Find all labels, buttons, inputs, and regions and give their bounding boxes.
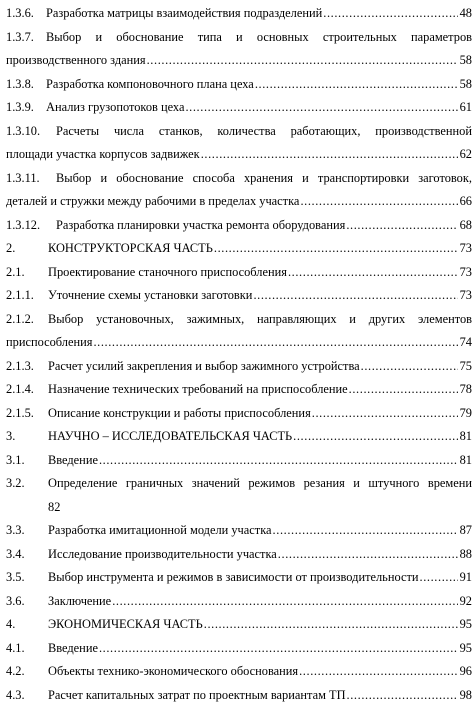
toc-page-number: 61 — [458, 96, 472, 120]
toc-entry-number: 3. — [6, 425, 15, 449]
toc-leader-dots — [93, 331, 457, 355]
toc-page-number: 88 — [458, 543, 472, 567]
toc-line — [6, 613, 472, 637]
toc-entry-number: 4.1. — [6, 637, 25, 661]
toc-entry-title: Определение граничных значений режимов резания и штучного времени — [48, 476, 472, 490]
toc-page-number: 58 — [458, 49, 472, 73]
toc-entry[interactable] — [6, 73, 472, 97]
toc-entry-title: Расчет капитальных затрат по проектным вариантам ТП — [48, 684, 347, 708]
toc-entry-number: 1.3.11. — [6, 167, 40, 191]
toc-leader-dots — [323, 2, 457, 26]
toc-entry-number: 1.3.10. — [6, 120, 40, 144]
toc-entry[interactable] — [6, 96, 472, 120]
toc-entry-number: 2.1.3. — [6, 355, 34, 379]
toc-entry-title: Расчеты числа станков, количества работающих, производственной — [56, 123, 472, 138]
toc-line — [6, 214, 472, 238]
toc-entry-number: 2.1.4. — [6, 378, 34, 402]
toc-entry[interactable] — [6, 449, 472, 473]
toc-entry[interactable] — [6, 472, 472, 519]
toc-line — [6, 449, 472, 473]
toc-line — [6, 308, 472, 332]
toc-entry[interactable] — [6, 355, 472, 379]
toc-leader-dots — [99, 637, 458, 661]
toc-line — [6, 402, 472, 426]
toc-line — [6, 472, 472, 496]
toc-entry-number: 2.1. — [6, 261, 25, 285]
toc-line — [6, 26, 472, 50]
toc-line — [6, 684, 472, 708]
toc-entry-title: Разработка планировки участка ремонта оборудования — [56, 214, 346, 238]
toc-line — [6, 425, 472, 449]
toc-entry-title: Выбор установочных, зажимных, направляющих и других элементов — [48, 311, 472, 326]
toc-line — [6, 566, 472, 590]
toc-entry-title: площади участка корпусов задвижек — [6, 143, 201, 167]
toc-page-number: 75 — [458, 355, 472, 379]
toc-leader-dots — [299, 660, 458, 684]
toc-leader-dots — [253, 284, 457, 308]
toc-entry-title: Исследование производительности участка — [48, 543, 278, 567]
toc-entry-title: Введение — [48, 637, 99, 661]
toc-entry-title: Разработка имитационной модели участка — [48, 519, 273, 543]
toc-entry-title: Выбор инструмента и режимов в зависимости от производительности — [48, 566, 420, 590]
toc-entry-number: 3.4. — [6, 543, 25, 567]
toc-page-number: 73 — [458, 284, 472, 308]
toc-entry-title: Объекты технико-экономического обоснования — [48, 660, 299, 684]
toc-line — [6, 519, 472, 543]
toc-entry[interactable] — [6, 167, 472, 214]
toc-line — [6, 73, 472, 97]
toc-page-number: 62 — [458, 143, 472, 167]
toc-leader-dots — [278, 543, 458, 567]
toc-leader-dots — [201, 143, 458, 167]
toc-line — [6, 49, 472, 73]
toc-line — [6, 590, 472, 614]
toc-page-number: 81 — [458, 449, 472, 473]
toc-leader-dots — [420, 566, 458, 590]
toc-entry-number: 1.3.9. — [6, 96, 34, 120]
toc-entry-number: 4.2. — [6, 660, 25, 684]
toc-line — [6, 167, 472, 191]
toc-entry[interactable] — [6, 26, 472, 73]
toc-page-number: 92 — [458, 590, 472, 614]
toc-entry-number: 2. — [6, 237, 15, 261]
toc-page-number: 98 — [458, 684, 472, 708]
toc-page-number: 48 — [458, 2, 472, 26]
toc-line — [6, 2, 472, 26]
toc-entry-number: 3.3. — [6, 519, 25, 543]
toc-leader-dots — [147, 49, 458, 73]
toc-page-number: 95 — [458, 637, 472, 661]
toc-leader-dots — [347, 684, 458, 708]
toc-entry[interactable] — [6, 519, 472, 543]
toc-entry-number: 2.1.2. — [6, 308, 34, 332]
toc-line — [6, 190, 472, 214]
toc-leader-dots — [293, 425, 457, 449]
toc-line — [6, 284, 472, 308]
toc-entry[interactable] — [6, 613, 472, 637]
toc-entry-title: Уточнение схемы установки заготовки — [48, 284, 253, 308]
toc-entry[interactable] — [6, 284, 472, 308]
toc-entry-title: деталей и стружки между рабочими в пределах участка — [6, 190, 300, 214]
toc-page-number: 79 — [458, 402, 472, 426]
toc-entry-number: 1.3.7. — [6, 26, 34, 50]
toc-page-number: 95 — [458, 613, 472, 637]
toc-entry[interactable] — [6, 237, 472, 261]
toc-entry[interactable] — [6, 308, 472, 355]
toc-leader-dots — [112, 590, 457, 614]
toc-entry-title: Разработка матрицы взаимодействия подразделений — [46, 2, 323, 26]
toc-line — [6, 496, 472, 520]
toc-leader-dots — [185, 96, 457, 120]
toc-leader-dots — [349, 378, 458, 402]
toc-page-number: 73 — [458, 261, 472, 285]
toc-leader-dots — [346, 214, 457, 238]
toc-entry-number: 3.2. — [6, 472, 25, 496]
toc-page-number: 82 — [48, 499, 61, 514]
toc-leader-dots — [288, 261, 458, 285]
toc-entry-title: Заключение — [48, 590, 112, 614]
toc-leader-dots — [361, 355, 458, 379]
toc-entry-title: ЭКОНОМИЧЕСКАЯ ЧАСТЬ — [48, 613, 204, 637]
toc-line — [6, 355, 472, 379]
toc-line — [6, 261, 472, 285]
toc-entry[interactable] — [6, 425, 472, 449]
toc-line — [6, 143, 472, 167]
toc-entry-number: 1.3.12. — [6, 214, 40, 238]
toc-page-number: 96 — [458, 660, 472, 684]
toc-leader-dots — [214, 237, 458, 261]
toc-line — [6, 331, 472, 355]
table-of-contents — [6, 2, 472, 707]
toc-leader-dots — [204, 613, 458, 637]
toc-entry-title: Назначение технических требований на приспособление — [48, 378, 349, 402]
toc-entry-title: Анализ грузопотоков цеха — [46, 96, 185, 120]
toc-entry[interactable] — [6, 261, 472, 285]
toc-entry[interactable] — [6, 543, 472, 567]
toc-entry-title: приспособления — [6, 331, 93, 355]
toc-entry-number: 2.1.1. — [6, 284, 34, 308]
toc-line — [6, 96, 472, 120]
toc-entry[interactable] — [6, 378, 472, 402]
toc-entry-title: КОНСТРУКТОРСКАЯ ЧАСТЬ — [48, 237, 214, 261]
toc-entry-title: Проектирование станочного приспособления — [48, 261, 288, 285]
toc-leader-dots — [312, 402, 458, 426]
toc-entry-title: Выбор и обоснование способа хранения и транспортировки заготовок, — [56, 170, 472, 185]
toc-entry-number: 3.5. — [6, 566, 25, 590]
toc-entry-title: производственного здания — [6, 49, 147, 73]
toc-page-number: 73 — [458, 237, 472, 261]
toc-page-number: 58 — [458, 73, 472, 97]
toc-entry-title: Выбор и обоснование типа и основных строительных параметров — [46, 29, 472, 44]
toc-entry-title: Расчет усилий закрепления и выбор зажимного устройства — [48, 355, 361, 379]
toc-entry[interactable] — [6, 214, 472, 238]
toc-entry-title: Описание конструкции и работы приспособления — [48, 402, 312, 426]
toc-entry-number: 3.6. — [6, 590, 25, 614]
toc-entry-title: Разработка компоновочного плана цеха — [46, 73, 255, 97]
toc-entry[interactable] — [6, 590, 472, 614]
toc-page-number: 87 — [458, 519, 472, 543]
toc-entry[interactable] — [6, 637, 472, 661]
toc-entry-number: 2.1.5. — [6, 402, 34, 426]
toc-leader-dots — [273, 519, 458, 543]
toc-entry[interactable] — [6, 566, 472, 590]
toc-line — [6, 237, 472, 261]
toc-entry[interactable] — [6, 2, 472, 26]
toc-page-number: 91 — [458, 566, 472, 590]
toc-entry-title: НАУЧНО – ИССЛЕДОВАТЕЛЬСКАЯ ЧАСТЬ — [48, 425, 293, 449]
toc-entry-number: 4. — [6, 613, 15, 637]
toc-entry[interactable] — [6, 684, 472, 708]
toc-entry[interactable] — [6, 120, 472, 167]
toc-leader-dots — [255, 73, 458, 97]
toc-entry-number: 1.3.6. — [6, 2, 34, 26]
toc-line — [6, 543, 472, 567]
toc-line — [6, 120, 472, 144]
toc-entry[interactable] — [6, 660, 472, 684]
toc-page-number: 78 — [458, 378, 472, 402]
toc-entry-number: 3.1. — [6, 449, 25, 473]
toc-leader-dots — [99, 449, 458, 473]
toc-entry[interactable] — [6, 402, 472, 426]
toc-line — [6, 378, 472, 402]
toc-page-number: 74 — [458, 331, 472, 355]
toc-page-number: 68 — [458, 214, 472, 238]
toc-entry-number: 1.3.8. — [6, 73, 34, 97]
toc-entry-title: Введение — [48, 449, 99, 473]
toc-page-number: 81 — [458, 425, 472, 449]
toc-page-number: 66 — [458, 190, 472, 214]
toc-line — [6, 660, 472, 684]
toc-line — [6, 637, 472, 661]
toc-entry-number: 4.3. — [6, 684, 25, 708]
toc-leader-dots — [300, 190, 457, 214]
